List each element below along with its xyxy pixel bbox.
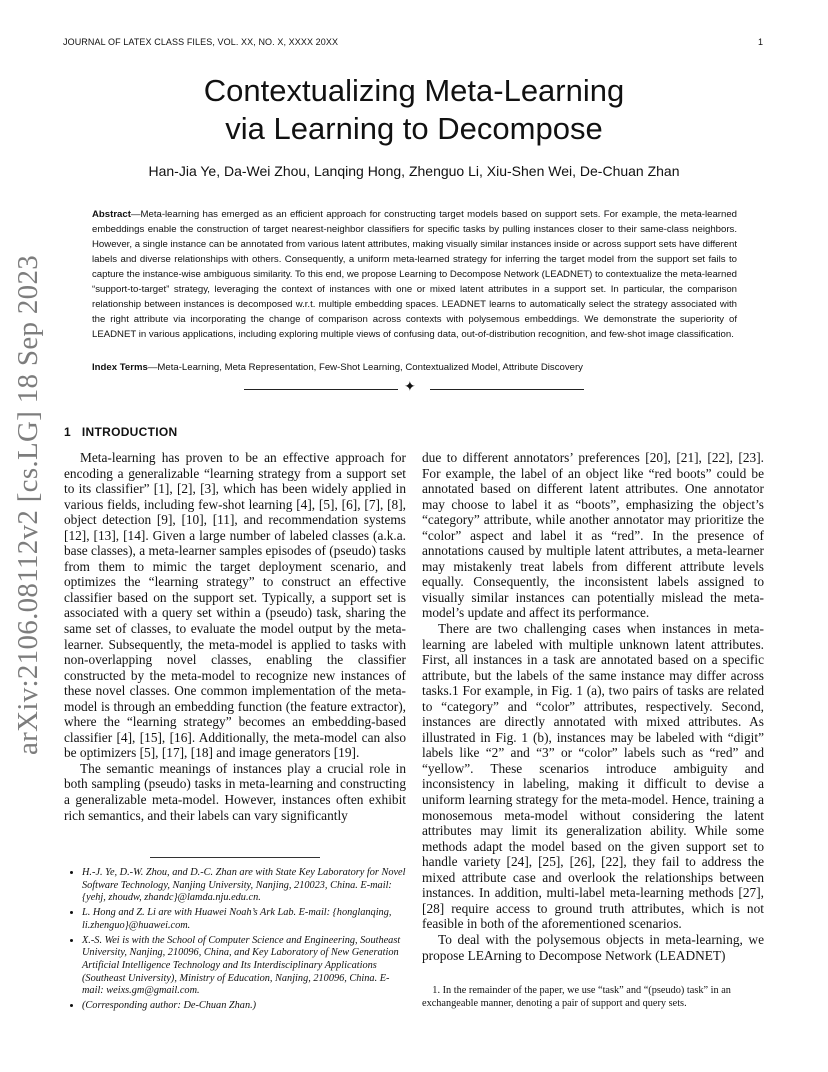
intro-paragraph-5: To deal with the polysemous objects in meta-learning, we propose LEArning to Decompose Network (LEADNET) [422,931,764,963]
page-number: 1 [758,37,764,47]
intro-paragraph-3: due to different annotators’ preferences [20], [21], [22], [23]. For example, the label of an object like “red boots” could be annotated based on different latent attributes. One annotator may choose to label it as “boots”, emphasizing the object’s “category” attribute, while another annotator may prioritize the “color” aspect and label it as “red”. In the presence of annotations caused by multiple latent attributes, a meta-learner may mistakenly treat labels from different attribute levels equally. Consequently, the inconsistent labels assigned to visually similar instances can potentially mislead the meta-model’s update and affect its performance. [422,450,764,621]
separator-rule-right [430,389,584,390]
affiliation-item: • X.-S. Wei is with the School of Computer Science and Engineering, Southeast University, Nanjing, 210096, China, and Key Laboratory of New Generation Artificial Intelligence Technology and Its Interdisciplinary Applications (Southeast University), Ministry of Education, Nanjing, 210096, China. E-mail: weixs.gm@gmail.com. [82,935,406,999]
index-terms-label: Index Terms [92,362,148,373]
left-column [64,450,406,823]
index-terms [92,362,737,373]
separator-rule-left [244,389,398,390]
index-terms-text: —Meta-Learning, Meta Representation, Few-Shot Learning, Contextualized Model, Attribute Discovery [147,362,583,373]
section-number: 1 [64,425,71,439]
affiliation-item: • L. Hong and Z. Li are with Huawei Noah’s Ark Lab. E-mail: {honglanqing, li.zhenguo}@huawei.com. [82,907,406,932]
affiliations [64,867,406,1015]
journal-header: JOURNAL OF LATEX CLASS FILES, VOL. XX, NO. X, XXXX 20XX [63,37,339,47]
arxiv-stamp: arXiv:2106.08112v2 [cs.LG] 18 Sep 2023 [12,254,44,755]
section-heading [64,425,177,439]
author-list: Han-Jia Ye, Da-Wei Zhou, Lanqing Hong, Zhenguo Li, Xiu-Shen Wei, De-Chuan Zhan [148,163,680,179]
paper-title [120,72,708,148]
section-title: INTRODUCTION [81,425,178,439]
abstract-text: —Meta-learning has emerged as an efficient approach for constructing target models based on support sets. For example, the meta-learned embeddings enable the construction of target nearest-neighbor classifiers for specific tasks by pulling instances closer to their same-class neighbors. However, a single instance can be annotated from various latent attributes, making visually similar instances inside or across support sets have different labels and diverse relationships with others. Consequently, a uniform meta-learned strategy for inferring the target model from the support set fails to capture the instance-wise ambiguous similarity. To this end, we propose Learning to Decompose Network (LEADNET) to contextualize the meta-learned “support-to-target” strategy, leveraging the context of instances with one or mixed latent attributes in a support set. In particular, the comparison relationship between instances is decomposed w.r.t. multiple embedding spaces. LEADNET learns to automatically select the strategy associated with the right attribute via incorporating the change of comparison across contexts with polysemous embeddings. We demonstrate the superiority of LEADNET in various applications, including exploring multiple views of confusing data, out-of-distribution recognition, and few-shot image classification. [92,209,737,340]
separator-star-icon: ✦ [404,380,416,395]
affiliation-item: • (Corresponding author: De-Chuan Zhan.) [82,1000,406,1013]
intro-paragraph-1: Meta-learning has proven to be an effective approach for encoding a generalizable “learning strategy from a support set to its classifier” [1], [2], [3], which has been widely applied in various fields, including few-shot learning [4], [5], [6], [7], [8], object detection [9], [10], [11], and recommendation systems [12], [13], [14]. Given a large number of labeled classes (a.k.a. base classes), a meta-learner samples episodes of (pseudo) tasks from them to mimic the target deployment scenario, and optimizes the “learning strategy” to construct an effective classifier based on the support set. Typically, a support set is associated with a query set within a (pseudo) task, sharing the same set of classes, to evaluate the model output by the meta-learner. Subsequently, the meta-model is applied to tasks with non-overlapping novel classes, enabling the classifier constructed by the meta-model to recognize new instances of these novel classes. One common implementation of the meta-model is through an embedding function (the feature extractor), where the “learning strategy” becomes an embedding-based classifier [4], [15], [16]. Additionally, the meta-model can also be optimizers [5], [17], [18] and image generators [19]. [64,450,406,761]
intro-paragraph-2: The semantic meanings of instances play a crucial role in both sampling (pseudo) tasks in meta-learning and constructing a generalizable meta-model. However, instances often exhibit rich semantics, and their labels can vary significantly [64,760,406,823]
right-column [422,450,764,963]
title-line-2: via Learning to Decompose [225,111,603,146]
affiliation-item: • H.-J. Ye, D.-W. Zhou, and D.-C. Zhan are with State Key Laboratory for Novel Software Technology, Nanjing University, Nanjing, 210023, China. E-mail: {yehj, zhoudw, zhandc}@lamda.nju.edu.cn. [82,867,406,905]
title-line-1: Contextualizing Meta-Learning [203,73,625,108]
abstract [92,207,737,342]
footnote-rule [150,857,320,858]
abstract-label: Abstract [92,209,131,220]
footnote: 1. In the remainder of the paper, we use “task” and “(pseudo) task” in an exchangeable manner, denoting a pair of support and query sets. [422,985,731,1009]
intro-paragraph-4: There are two challenging cases when instances in meta-learning are labeled with multiple unknown latent attributes. First, all instances in a task are annotated based on a specific attribute, but the labels of the same instance may differ across tasks.1 For example, in Fig. 1 (a), two pairs of tasks are related to “category” and “color” attributes, respectively. Second, instances are directly annotated with mixed attributes. As illustrated in Fig. 1 (b), instances may be labeled with “digit” labels like “2” and “3” or “color” labels such as “red” and “yellow”. These scenarios introduce ambiguity and inconsistency in labeling, making it difficult to devise a uniform learning strategy for the meta-model. Hence, training a monosemous meta-model without considering the latent attributes may limit its generalization ability. While some methods adapt the model based on the given support set to handle variety [24], [25], [26], [22], they fail to address the mixed attribute case and overlook the relationships between instances. In addition, multi-label meta-learning methods [27], [28] require access to ground truth attributes, which is not feasible in both of the aforementioned scenarios. [422,621,764,932]
